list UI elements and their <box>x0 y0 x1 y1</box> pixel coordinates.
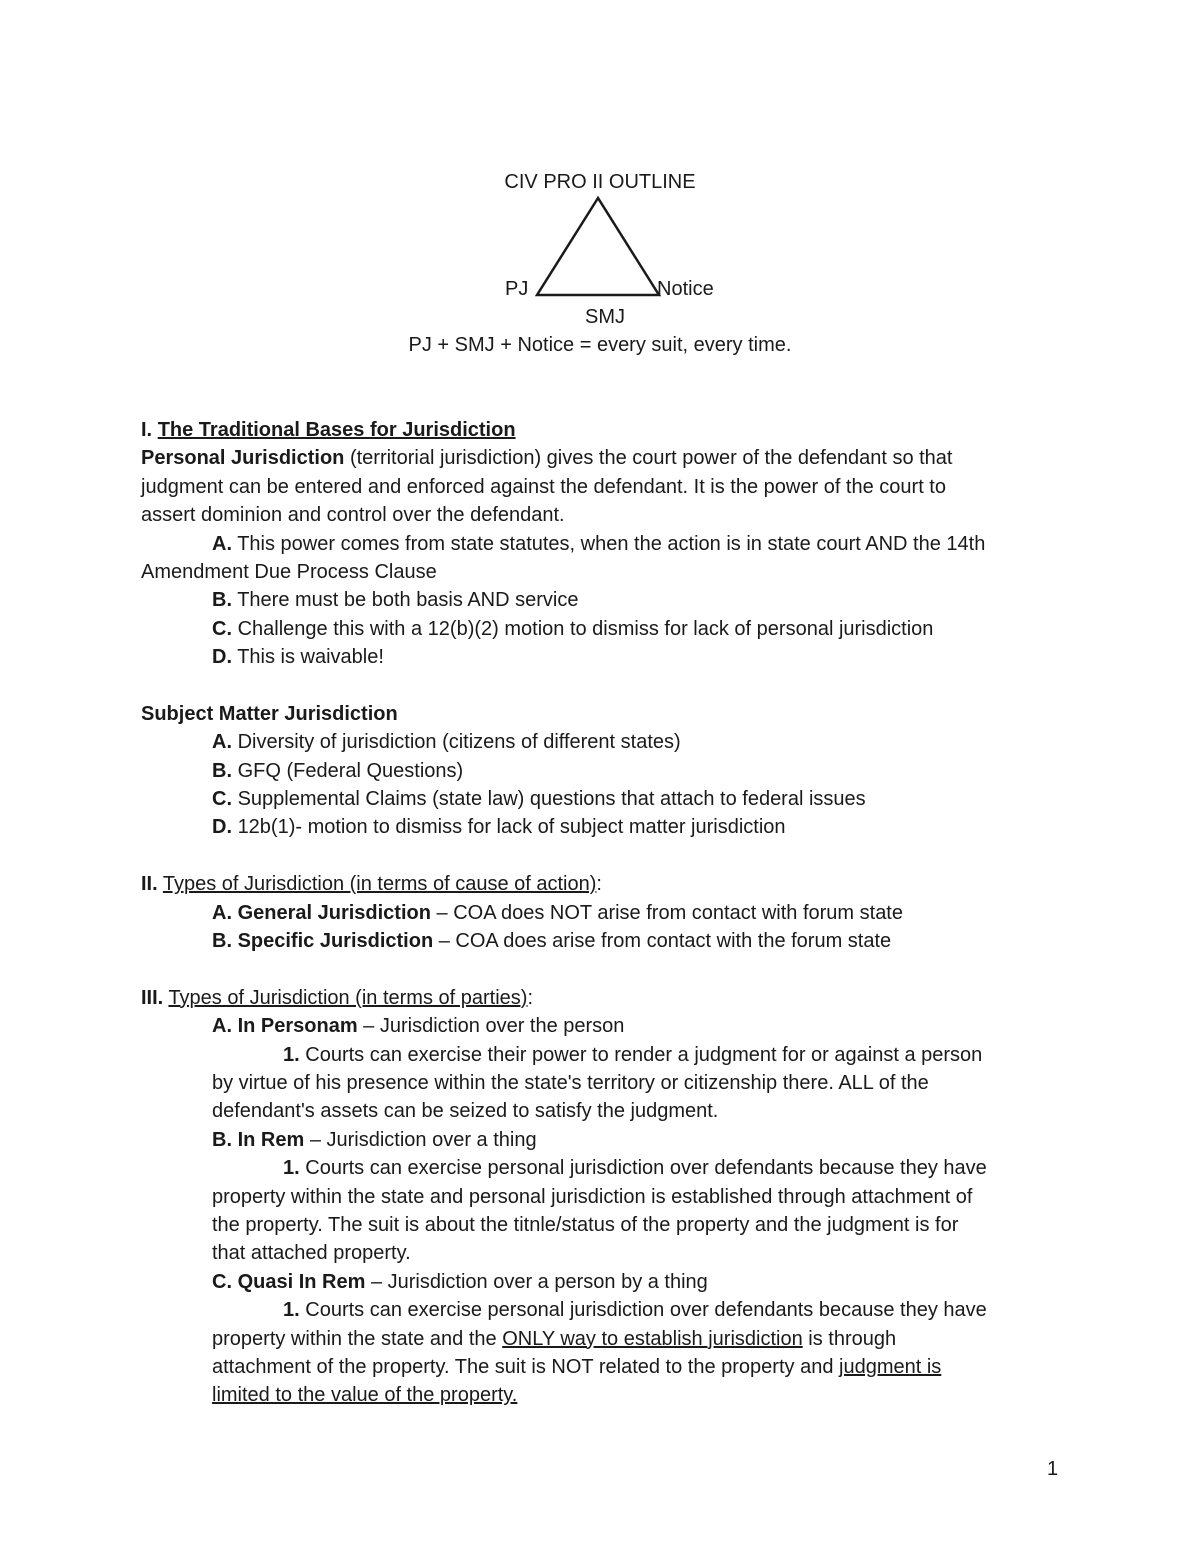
item-text: Challenge this with a 12(b)(2) motion to dismiss for lack of personal jurisdiction <box>237 617 934 640</box>
in-rem-subitem-line: property within the state and personal jurisdiction is established through attachment of <box>212 1185 973 1208</box>
quasi-in-rem-subitem-line <box>141 1325 1061 1353</box>
item-label: C. <box>212 617 232 640</box>
triangle-shape <box>537 198 659 295</box>
in-personam-item <box>141 1012 1061 1040</box>
item-text: – COA does arise from contact with the forum state <box>438 930 892 953</box>
item-term: Quasi In Rem <box>237 1270 366 1293</box>
in-personam-subitem <box>141 1041 1061 1069</box>
pj-item-a <box>141 530 1061 558</box>
item-term: Specific Jurisdiction <box>237 930 434 953</box>
item-label: D. <box>212 646 232 669</box>
section-title: The Traditional Bases for Jurisdiction <box>157 419 516 441</box>
pj-item-a-continuation: Amendment Due Process Clause <box>141 560 437 583</box>
text-segment: is through <box>808 1327 897 1350</box>
item-text: There must be both basis AND service <box>237 589 579 612</box>
quasi-in-rem-item <box>141 1268 1061 1296</box>
jurisdiction-triangle-diagram <box>535 195 665 299</box>
pj-item-b <box>141 586 1061 614</box>
page-number: 1 <box>1047 1458 1059 1480</box>
smj-item-d <box>141 813 1061 841</box>
item-text: – Jurisdiction over the person <box>363 1015 625 1038</box>
item-text: Supplemental Claims (state law) questions that attach to federal issues <box>237 788 866 811</box>
pj-item-c <box>141 615 1061 643</box>
item-label: B. <box>212 759 232 782</box>
smj-heading: Subject Matter Jurisdiction <box>141 702 398 725</box>
item-label: D. <box>212 816 232 839</box>
item-text: This is waivable! <box>237 646 384 669</box>
in-rem-item <box>141 1126 1061 1154</box>
item-text: – COA does NOT arise from contact with forum state <box>436 901 903 924</box>
smj-item-b <box>141 757 1061 785</box>
pj-definition-line: judgment can be entered and enforced against the defendant. It is the power of the court to <box>141 475 946 498</box>
in-rem-subitem <box>141 1154 1061 1182</box>
section-number: I. <box>141 419 153 441</box>
in-rem-subitem-line: that attached property. <box>212 1242 411 1265</box>
subitem-label: 1. <box>283 1157 300 1180</box>
item-text: This power comes from state statutes, when the action is in state court AND the 14th <box>237 532 986 555</box>
formula-line: PJ + SMJ + Notice = every suit, every time. <box>408 334 792 356</box>
general-jurisdiction-item <box>141 899 1061 927</box>
section-number: II. <box>141 873 158 896</box>
item-text: Diversity of jurisdiction (citizens of different states) <box>237 731 681 754</box>
underlined-segment: ONLY way to establish jurisdiction <box>502 1327 803 1350</box>
pj-definition-text: (territorial jurisdiction) gives the court power of the defendant so that <box>349 447 953 470</box>
item-term: General Jurisdiction <box>237 901 431 924</box>
item-label: A. <box>212 901 232 924</box>
section-2-heading <box>141 870 1061 898</box>
subitem-text: Courts can exercise their power to render a judgment for or against a person <box>305 1043 983 1066</box>
smj-item-c <box>141 785 1061 813</box>
in-rem-subitem-line: the property. The suit is about the titnle/status of the property and the judgment is for <box>212 1213 959 1236</box>
text-segment: attachment of the property. The suit is NOT related to the property and <box>212 1355 834 1378</box>
in-personam-subitem-line: defendant's assets can be seized to satisfy the judgment. <box>212 1100 719 1123</box>
subitem-text: Courts can exercise personal jurisdiction over defendants because they have <box>305 1157 987 1180</box>
item-term: In Rem <box>237 1128 305 1151</box>
diagram-label-pj: PJ <box>505 278 529 300</box>
quasi-in-rem-subitem-line <box>141 1353 1061 1381</box>
subitem-label: 1. <box>283 1299 300 1322</box>
quasi-in-rem-subitem <box>141 1296 1061 1324</box>
document-title: CIV PRO II OUTLINE <box>504 171 696 193</box>
item-label: B. <box>212 1128 232 1151</box>
section-colon: : <box>527 986 534 1009</box>
outline-body <box>141 416 1061 1410</box>
item-text: 12b(1)- motion to dismiss for lack of subject matter jurisdiction <box>237 816 786 839</box>
section-title: Types of Jurisdiction (in terms of cause of action) <box>162 873 597 896</box>
quasi-in-rem-subitem-line <box>141 1381 1061 1409</box>
item-text: – Jurisdiction over a thing <box>309 1128 537 1151</box>
subitem-label: 1. <box>283 1043 300 1066</box>
in-personam-subitem-line: by virtue of his presence within the state's territory or citizenship there. ALL of the <box>212 1071 929 1094</box>
item-label: A. <box>212 532 232 555</box>
item-text: GFQ (Federal Questions) <box>237 759 464 782</box>
pj-term: Personal Jurisdiction <box>141 447 345 470</box>
section-colon: : <box>596 873 602 896</box>
item-term: In Personam <box>237 1015 358 1038</box>
diagram-label-smj: SMJ <box>585 306 625 328</box>
item-label: C. <box>212 1270 232 1293</box>
item-text: – Jurisdiction over a person by a thing <box>370 1270 708 1293</box>
item-label: A. <box>212 1015 232 1038</box>
pj-item-d <box>141 643 1061 671</box>
item-label: A. <box>212 731 232 754</box>
smj-item-a <box>141 728 1061 756</box>
section-number: III. <box>141 986 164 1009</box>
item-label: C. <box>212 788 232 811</box>
underlined-segment: limited to the value of the property. <box>212 1384 518 1407</box>
pj-definition-line: assert dominion and control over the defendant. <box>141 504 565 527</box>
text-segment: property within the state and the <box>212 1327 497 1350</box>
pj-definition-line <box>141 444 1061 472</box>
subitem-text: Courts can exercise personal jurisdiction over defendants because they have <box>305 1299 987 1322</box>
underlined-segment: judgment is <box>839 1355 942 1378</box>
item-label: B. <box>212 930 232 953</box>
section-1-heading <box>141 416 1061 444</box>
specific-jurisdiction-item <box>141 927 1061 955</box>
item-label: B. <box>212 589 232 612</box>
diagram-label-notice: Notice <box>657 278 714 300</box>
section-3-heading <box>141 984 1061 1012</box>
section-title: Types of Jurisdiction (in terms of parties) <box>168 986 528 1009</box>
